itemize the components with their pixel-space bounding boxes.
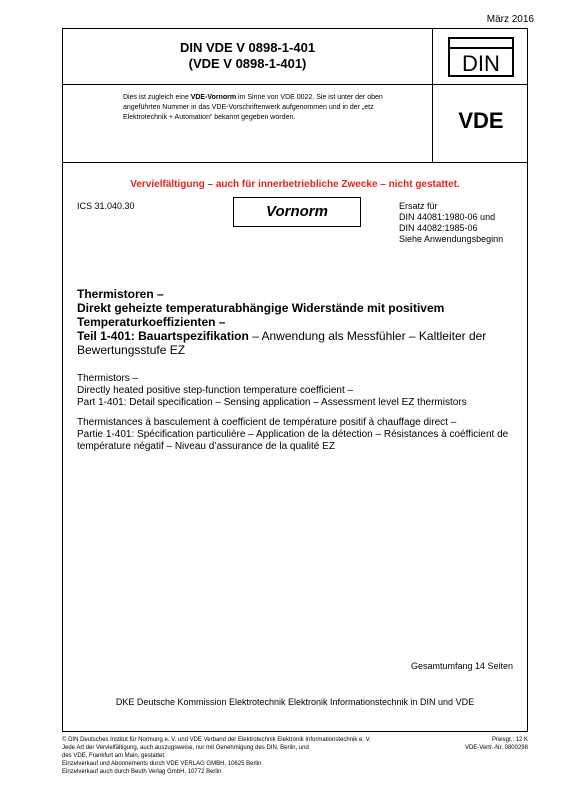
- vde-note: Dies ist zugleich eine VDE-Vornorm im Sinne von VDE 0022. Sie ist unter der oben angeführten Nummer in das VDE-Vorschriftenwerk aufgenommen und in der „etz Elektrotechnik + Automation“ bekannt gegeben worden.: [63, 85, 433, 162]
- title-french: Thermistances à basculement à coefficient de température positif à chauffage direct – Partie 1-401: Spécification particulière – Application de la détection – Résistances à coéfficient de température négatif – Niveau d’assurance de la qualité EZ: [77, 417, 509, 452]
- standard-titles: [63, 29, 433, 84]
- title-german: Thermistoren – Direkt geheizte temperaturabhängige Widerstände mit positivem Temperaturkoeffizienten – Teil 1-401: Bauartspezifikation – Anwendung als Messfühler – Kaltleiter der Bewertungsstufe EZ: [77, 287, 487, 357]
- copyright-footer: © DIN Deutsches Institut für Normung e. V. und VDE Verband der Elektrotechnik Elektronik Informationstechnik e. V. Jede Art der Vervielfältigung, auch auszugsweise, nur mit Genehmigung des DIN, Berlin, und des VDE, Frankfurt am Main, gestattet. Einzelverkauf und Abonnements durch VDE VERLAG GMBH, 10625 Berlin Einzelverkauf auch durch Beuth Verlag GmbH, 10772 Berlin: [62, 737, 371, 775]
- vde-logo: [441, 107, 521, 133]
- vde-row: [63, 85, 527, 163]
- din-logo: [448, 37, 514, 77]
- vornorm-box: Vornorm: [233, 197, 361, 227]
- vde-vornorm-bold: VDE-Vornorm: [190, 94, 237, 101]
- price-footer: Preisgr.: 12 K VDE-Vertr.-Nr. 0800298: [464, 737, 528, 751]
- cover-frame: [62, 28, 528, 732]
- title-english: Thermistors – Directly heated positive step-function temperature coefficient – Part 1-401: Detail specification – Sensing application – Assessment level EZ thermistors: [77, 373, 467, 408]
- standard-number: DIN VDE V 0898-1-401: [179, 40, 316, 55]
- page-count: Gesamtumfang 14 Seiten: [410, 661, 513, 671]
- reproduction-warning: Vervielfältigung – auch für innerbetriebliche Zwecke – nicht gestattet.: [130, 179, 460, 190]
- replacement-info: Ersatz für DIN 44081:1980-06 und DIN 44082:1985-06 Siehe Anwendungsbeginn: [399, 201, 504, 244]
- vde-number: (VDE V 0898-1-401): [188, 56, 307, 71]
- header: [63, 29, 527, 85]
- dke-line: DKE Deutsche Kommission Elektrotechnik Elektronik Informationstechnik in DIN und VDE: [115, 697, 475, 707]
- vde-logo-text: VDE: [458, 108, 504, 133]
- issue-date: März 2016: [486, 14, 534, 25]
- din-logo-text: DIN: [462, 51, 500, 76]
- ics-code: ICS 31.040.30: [77, 201, 135, 211]
